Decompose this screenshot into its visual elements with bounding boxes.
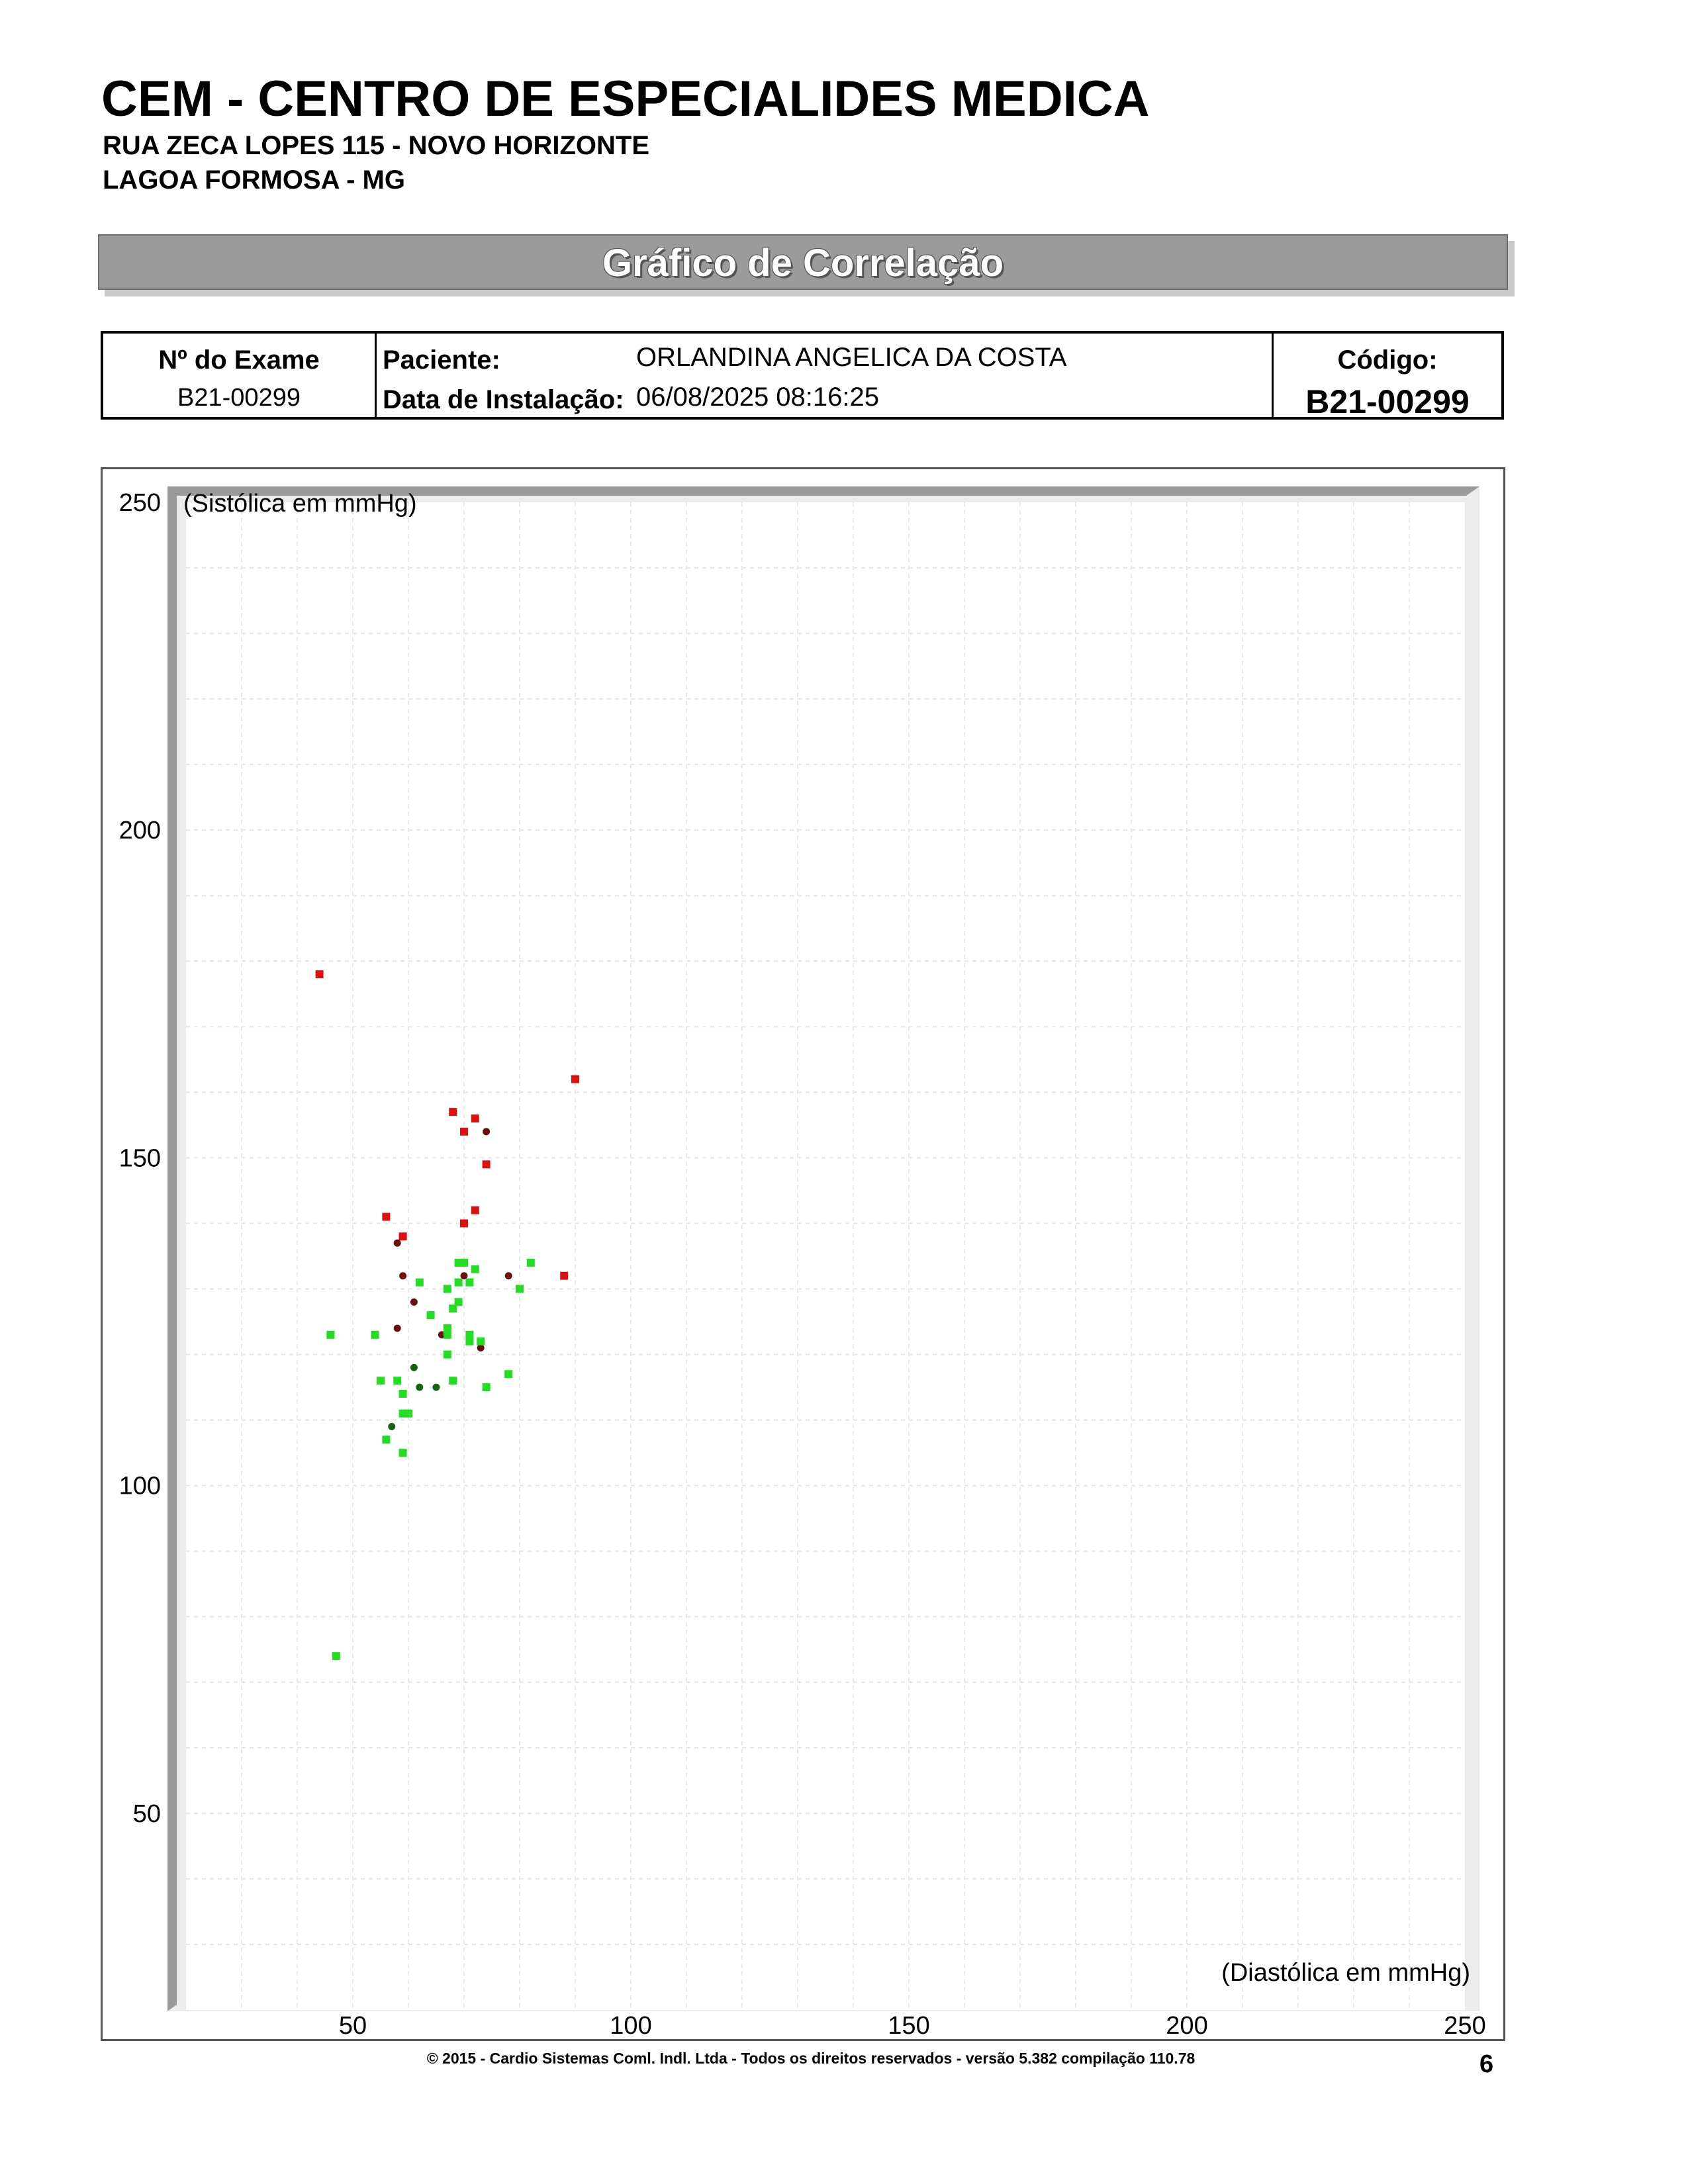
data-point-green [449, 1304, 457, 1312]
x-tick-label: 250 [1444, 2012, 1486, 2039]
data-point-green [444, 1285, 451, 1293]
data-point-red [382, 1213, 390, 1221]
data-point-darkgreen [416, 1384, 423, 1391]
code-value: B21-00299 [1305, 383, 1470, 420]
data-point-darkred [461, 1272, 468, 1279]
data-point-green [483, 1383, 491, 1391]
exam-number-cell [103, 334, 377, 417]
data-point-red [460, 1219, 468, 1227]
data-point-darkred [483, 1128, 490, 1135]
data-point-darkred [394, 1240, 401, 1247]
exam-info-box [101, 331, 1504, 420]
data-point-red [571, 1075, 579, 1083]
data-point-green [465, 1279, 473, 1287]
data-point-green [455, 1279, 463, 1287]
data-point-green [449, 1377, 457, 1385]
y-tick-label: 100 [118, 1472, 161, 1500]
x-tick-label: 100 [610, 2012, 652, 2039]
data-point-green [377, 1377, 385, 1385]
data-point-green [477, 1338, 485, 1345]
code-cell [1274, 334, 1501, 420]
data-point-green [393, 1377, 401, 1385]
x-axis-label: (Diastólica em mmHg) [1221, 1959, 1470, 1987]
data-point-red [460, 1128, 468, 1136]
plot-area [186, 502, 1465, 2010]
data-point-darkred [505, 1272, 512, 1279]
data-point-red [399, 1232, 407, 1240]
data-point-darkred [477, 1344, 485, 1351]
clinic-name: CEM - CENTRO DE ESPECIALIDES MEDICA [101, 71, 1150, 127]
patient-cell [375, 334, 1274, 417]
data-point-darkgreen [410, 1364, 418, 1371]
patient-name: ORLANDINA ANGELICA DA COSTA [636, 343, 1067, 372]
data-point-darkred [394, 1324, 401, 1332]
data-point-red [316, 970, 324, 978]
exam-number-value: B21-00299 [177, 384, 301, 412]
x-tick-label: 50 [338, 2012, 367, 2039]
data-point-green [460, 1259, 468, 1267]
data-point-green [416, 1279, 424, 1287]
install-date-value: 06/08/2025 08:16:25 [636, 383, 880, 412]
x-tick-label: 150 [888, 2012, 930, 2039]
data-point-green [404, 1410, 412, 1418]
data-point-green [332, 1652, 340, 1660]
y-tick-label: 50 [132, 1799, 161, 1828]
code-label: Código: [1337, 345, 1438, 375]
data-point-red [560, 1272, 568, 1280]
data-point-red [449, 1108, 457, 1116]
report-title: Gráfico de Correlação [602, 242, 1004, 285]
data-point-green [371, 1331, 379, 1339]
report-banner [98, 234, 1508, 290]
chart-panel [101, 467, 1505, 2041]
install-date-label: Data de Instalação: [383, 385, 624, 414]
data-point-red [471, 1206, 479, 1214]
y-tick-label: 200 [118, 817, 161, 845]
data-point-darkred [410, 1298, 418, 1306]
data-point-darkgreen [433, 1384, 440, 1391]
data-point-green [399, 1390, 407, 1398]
data-point-red [483, 1160, 491, 1168]
data-point-darkred [399, 1272, 406, 1279]
y-tick-label: 150 [118, 1144, 161, 1173]
data-point-green [382, 1435, 390, 1443]
data-point-green [527, 1259, 535, 1267]
data-point-green [444, 1324, 451, 1332]
x-tick-label: 200 [1166, 2012, 1208, 2039]
clinic-address-line1: RUA ZECA LOPES 115 - NOVO HORIZONTE [103, 131, 650, 160]
data-point-green [427, 1311, 435, 1319]
clinic-address-line2: LAGOA FORMOSA - MG [103, 165, 405, 195]
data-point-green [471, 1265, 479, 1273]
y-axis-label: (Sistólica em mmHg) [183, 490, 417, 518]
data-point-green [326, 1331, 334, 1339]
data-point-green [465, 1338, 473, 1345]
exam-number-label: Nº do Exame [158, 345, 320, 375]
y-tick-label: 250 [118, 489, 161, 517]
data-point-darkgreen [388, 1423, 395, 1430]
patient-label: Paciente: [383, 345, 500, 375]
data-point-green [399, 1449, 407, 1457]
copyright-footer: © 2015 - Cardio Sistemas Coml. Indl. Ltda - Todos os direitos reservados - versão 5.382 compilação 110.78 [426, 2050, 1196, 2067]
data-point-red [471, 1115, 479, 1122]
data-point-green [444, 1351, 451, 1359]
page-number: 6 [1479, 2050, 1494, 2078]
data-point-green [516, 1285, 524, 1293]
data-point-green [504, 1370, 512, 1378]
correlation-scatter-chart [103, 469, 1503, 2039]
